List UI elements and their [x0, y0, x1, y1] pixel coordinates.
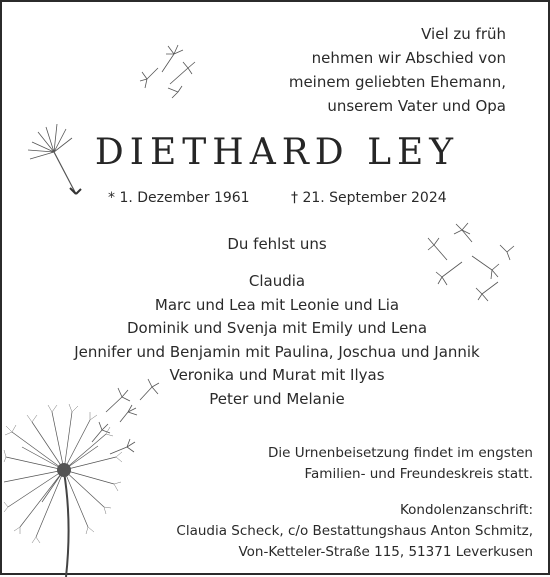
condolence-line: Claudia Scheck, c/o Bestattungshaus Anton Schmitz, [176, 523, 533, 539]
family-list [2, 270, 550, 411]
dandelion-icon [4, 404, 122, 577]
intro-text [289, 22, 506, 118]
family-member: Marc und Lea mit Leonie und Lia [154, 295, 400, 314]
deceased-name: DIETHARD LEY [94, 132, 460, 173]
birth-date: * 1. Dezember 1961 [108, 190, 250, 206]
condolence-address [176, 500, 533, 563]
intro-line: meinem geliebten Ehemann, [288, 73, 506, 91]
intro-line: unserem Vater und Opa [327, 97, 506, 115]
condolence-heading: Kondolenzanschrift: [399, 502, 533, 518]
family-member: Veronika und Murat mit Ilyas [169, 366, 385, 384]
condolence-line: Von-Ketteler-Straße 115, 51371 Leverkusen [238, 544, 533, 560]
burial-notice-line: Die Urnenbeisetzung findet im engsten [267, 445, 533, 461]
intro-line: Viel zu früh [421, 25, 506, 43]
family-member: Jennifer und Benjamin mit Paulina, Joschua und Jannik [74, 342, 480, 361]
burial-notice-line: Familien- und Freundeskreis statt. [304, 466, 533, 482]
missed-line: Du fehlst uns [227, 235, 327, 253]
dandelion-seed-icon [140, 45, 195, 98]
family-member: Dominik und Svenja mit Emily und Lena [126, 319, 428, 337]
family-member: Claudia [248, 272, 306, 290]
family-member: Peter und Melanie [209, 389, 345, 408]
burial-notice [268, 443, 533, 485]
intro-line: nehmen wir Abschied von [311, 49, 506, 67]
death-date: † 21. September 2024 [291, 190, 447, 206]
